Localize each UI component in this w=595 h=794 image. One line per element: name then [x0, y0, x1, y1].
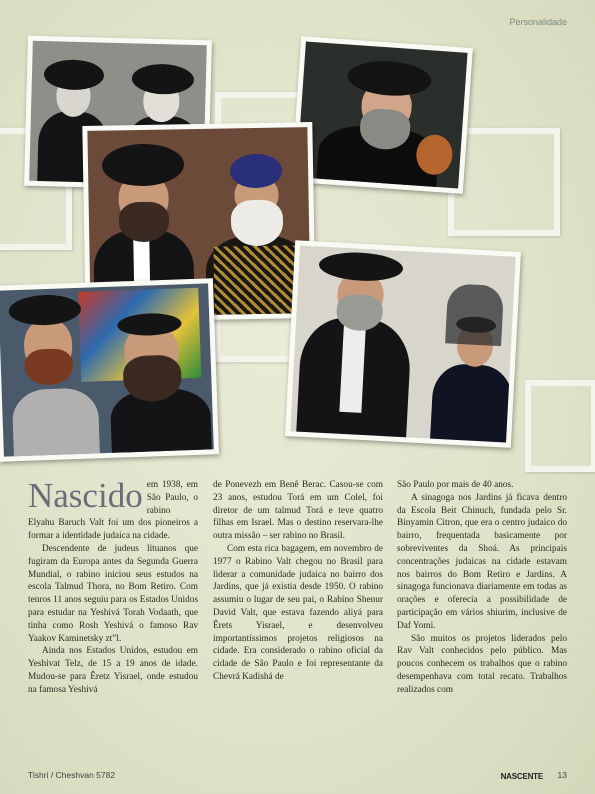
dropcap-title: Nascido [28, 476, 143, 515]
paragraph: Com esta rica bagagem, em novembro de 1977 o Rabino Valt chegou no Brasil para liderar a comunidade judaica no bairro dos Jardins, que já existia desde 1950. O rabino assumiu o lugar de seu pai, o Rabino Shenur David Valt, que estava fazendo aliyá para Êrets Yisrael, e desenvolveu importantíssimos projetos religiosos na cidade. Era considerado o rabino oficial da cidade de São Paulo e foi representante da Chevrá Kadishá de [213, 543, 383, 682]
paragraph: de Ponevezh em Benê Berac. Casou-se com 23 anos, estudou Torá em um Colel, foi diretor de um talmud Torá e teve quatro filhas em Israel. Mas o destino reservara-lhe outra missão – ser rabino no Brasil. [213, 480, 383, 542]
paragraph: em 1938, em São Paulo, o rabino Elyahu Baruch Valt foi um dos pioneiros a formar a identidade judaica na cidade. [28, 480, 198, 542]
paragraph: São Paulo por mais de 40 anos. [397, 480, 514, 490]
page-number: 13 [557, 770, 567, 780]
photo-rabbi-smiling [291, 36, 473, 194]
photo-two-men-bearded [0, 278, 219, 462]
magazine-logo: NASCENTE [500, 772, 543, 781]
article-column-2 [213, 479, 383, 684]
decorative-frame [525, 380, 595, 472]
section-label: Personalidade [509, 17, 567, 27]
article-column-3 [397, 479, 567, 697]
paragraph: São muitos os projetos liderados pelo Rav Valt conhecidos pelo público. Mas poucos conhecem os trabalhos que o rabino desempenhava com total recato. Trabalhos realizados com [397, 633, 567, 695]
paragraph: A sinagoga nos Jardins já ficava dentro da Escola Beit Chinuch, fundada pelo Sr. Binyamin Citron, que era o centro judaico do bairro, frequentada basicamente por sobreviventes da Shoá. As principais concentrações judaicas na cidade estavam nos bairros do Bom Retiro e Jardins. A sinagoga funcionava diariamente em todas as orações e oferecia a possibilidade de participação em vários shiurim, inclusive de Daf Yomi. [397, 492, 567, 631]
paragraph: Ainda nos Estados Unidos, estudou em Yeshivat Telz, de 15 a 19 anos de idade. Mudou-se para Êretz Yisrael, onde estudou na famosa Yeshivá [28, 646, 198, 695]
paragraph: Descendente de judeus lituanos que fugiram da Europa antes da Segunda Guerra Mundial, o rabino iniciou seus estudos na escola Talmud Thora, no Bom Retiro. Com tenros 11 anos seguiu para os Estados Unidos para estudar na Yeshivá Torah Vodaath, que tinha como Rosh Yeshivá o famoso Rav Yaakov Kaminetsky zt”l. [28, 543, 198, 644]
article-column-1 [28, 476, 198, 697]
issue-label: Tishri / Cheshvan 5782 [28, 770, 116, 780]
photo-rabbi-with-boy [285, 240, 521, 448]
